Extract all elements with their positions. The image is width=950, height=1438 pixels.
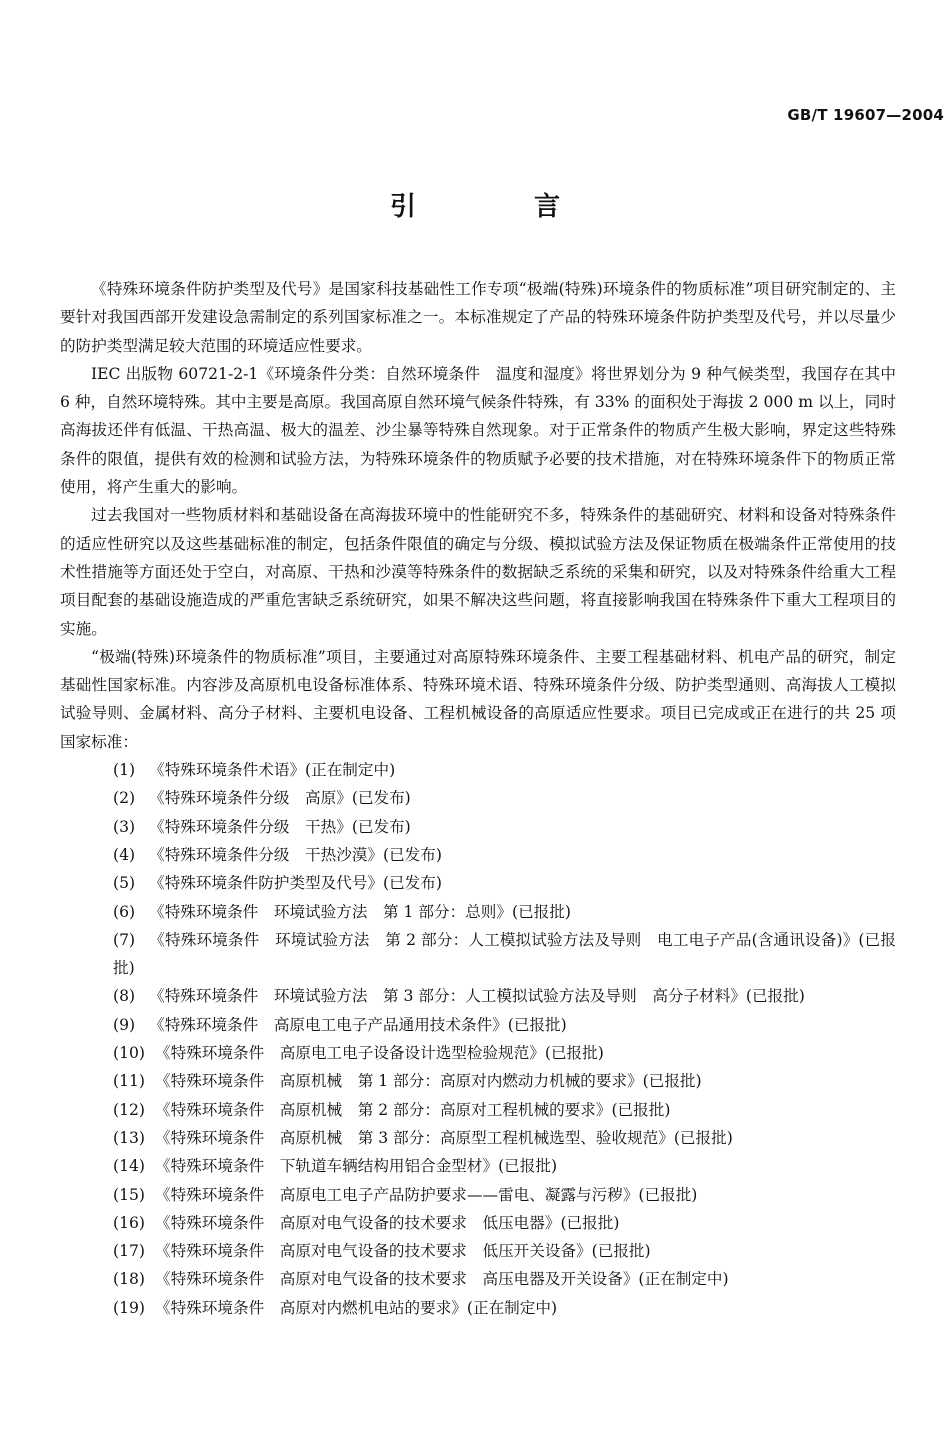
list-item-text: 《特殊环境条件 环境试验方法 第 1 部分：总则》(已报批) <box>149 902 571 921</box>
list-item-text: 《特殊环境条件 高原机械 第 2 部分：高原对工程机械的要求》(已报批) <box>155 1100 671 1119</box>
list-item <box>60 982 896 1010</box>
list-item <box>60 813 896 841</box>
list-item <box>60 1067 896 1095</box>
list-item-number: (17) <box>113 1242 146 1261</box>
list-item-number: (19) <box>113 1298 146 1317</box>
list-item <box>60 1265 896 1293</box>
list-item-text: 《特殊环境条件 高原机械 第 3 部分：高原型工程机械选型、验收规范》(已报批) <box>155 1128 733 1147</box>
paragraph-3: 过去我国对一些物质材料和基础设备在高海拔环境中的性能研究不多，特殊条件的基础研究、材料和设备对特殊条件的适应性研究以及这些基础标准的制定，包括条件限值的确定与分级、模拟试验方法及保证物质在极端条件正常使用的技术性措施等方面还处于空白，对高原、干热和沙漠等特殊条件的数据缺乏系统的采集和研究，以及对特殊条件给重大工程项目配套的基础设施造成的严重危害缺乏系统研究，如果不解决这些问题，将直接影响我国在特殊条件下重大工程项目的实施。 <box>60 506 896 638</box>
paragraph-1: 《特殊环境条件防护类型及代号》是国家科技基础性工作专项“极端(特殊)环境条件的物质标准”项目研究制定的、主要针对我国西部开发建设急需制定的系列国家标准之一。本标准规定了产品的特殊环境条件防护类型及代号，并以尽量少的防护类型满足较大范围的环境适应性要求。 <box>60 280 896 355</box>
list-item <box>60 1181 896 1209</box>
list-item-number: (8) <box>113 987 136 1006</box>
list-item-number: (2) <box>113 789 136 808</box>
list-item <box>60 1294 896 1322</box>
list-item <box>60 1209 896 1237</box>
list-item-text: 《特殊环境条件 高原电工电子产品通用技术条件》(已报批) <box>149 1015 567 1034</box>
document-body <box>60 275 896 1322</box>
list-item-number: (12) <box>113 1100 146 1119</box>
list-item-number: (18) <box>113 1270 146 1289</box>
list-item-number: (15) <box>113 1185 146 1204</box>
list-item-number: (13) <box>113 1128 146 1147</box>
list-item-text: 《特殊环境条件 高原对电气设备的技术要求 高压电器及开关设备》(正在制定中) <box>155 1270 729 1289</box>
list-item-text: 《特殊环境条件 高原电工电子设备设计选型检验规范》(已报批) <box>155 1044 604 1063</box>
list-item-number: (14) <box>113 1157 146 1176</box>
list-item-number: (4) <box>113 845 136 864</box>
list-item-text: 《特殊环境条件分级 高原》(已发布) <box>149 789 411 808</box>
list-item <box>60 784 896 812</box>
list-item-text: 《特殊环境条件术语》(正在制定中) <box>149 761 396 780</box>
list-item-text: 《特殊环境条件 环境试验方法 第 2 部分：人工模拟试验方法及导则 电工电子产品(含通讯设备)》(已报批) <box>113 930 896 978</box>
list-item-text: 《特殊环境条件 高原对电气设备的技术要求 低压电器》(已报批) <box>155 1213 620 1232</box>
list-item-text: 《特殊环境条件分级 干热沙漠》(已发布) <box>149 845 442 864</box>
list-item-number: (9) <box>113 1015 136 1034</box>
list-item-text: 《特殊环境条件分级 干热》(已发布) <box>149 817 411 836</box>
list-item-text: 《特殊环境条件 高原电工电子产品防护要求——雷电、凝露与污秽》(已报批) <box>155 1185 698 1204</box>
list-item <box>60 1039 896 1067</box>
page-title: 引 言 <box>389 192 606 222</box>
list-item-number: (10) <box>113 1044 146 1063</box>
list-item-number: (1) <box>113 761 136 780</box>
list-item <box>60 756 896 784</box>
list-item-number: (16) <box>113 1213 146 1232</box>
standards-list <box>60 756 896 1322</box>
list-item-number: (6) <box>113 902 136 921</box>
list-item <box>60 869 896 897</box>
paragraph-2: IEC 出版物 60721-2-1《环境条件分类：自然环境条件 温度和湿度》将世界划分为 9 种气候类型，我国存在其中 6 种，自然环境特殊。其中主要是高原。我国高原自然环境气候条件特殊，有 33% 的面积处于海拔 2 000 m 以上，同时高海拔还伴有低温、干热高温、极大的温差、沙尘暴等特殊自然现象。对于正常条件的物质产生极大影响，界定这些特殊条件的限值，提供有效的检测和试验方法，为特殊环境条件的物质赋予必要的技术措施，对在特殊环境条件下的物质正常使用，将产生重大的影响。 <box>60 364 896 497</box>
standard-code: GB/T 19607—2004 <box>787 106 944 124</box>
list-item <box>60 1096 896 1124</box>
list-item-number: (3) <box>113 817 136 836</box>
list-item-text: 《特殊环境条件 高原对电气设备的技术要求 低压开关设备》(已报批) <box>155 1242 651 1261</box>
list-item <box>60 1237 896 1265</box>
list-item-text: 《特殊环境条件 高原对内燃机电站的要求》(正在制定中) <box>155 1298 558 1317</box>
list-item <box>60 898 896 926</box>
list-item-text: 《特殊环境条件 高原机械 第 1 部分：高原对内燃动力机械的要求》(已报批) <box>155 1072 702 1091</box>
list-item-text: 《特殊环境条件防护类型及代号》(已发布) <box>149 874 442 893</box>
list-item-number: (11) <box>113 1072 146 1091</box>
list-item <box>60 926 896 983</box>
list-item-text: 《特殊环境条件 环境试验方法 第 3 部分：人工模拟试验方法及导则 高分子材料》(已报批) <box>149 987 805 1006</box>
paragraph-4: “极端(特殊)环境条件的物质标准”项目，主要通过对高原特殊环境条件、主要工程基础材料、机电产品的研究，制定基础性国家标准。内容涉及高原机电设备标准体系、特殊环境术语、特殊环境条件分级、防护类型通则、高海拔人工模拟试验导则、金属材料、高分子材料、主要机电设备、工程机械设备的高原适应性要求。项目已完成或正在进行的共 25 项国家标准： <box>60 647 896 751</box>
list-item <box>60 1011 896 1039</box>
list-item-number: (5) <box>113 874 136 893</box>
list-item <box>60 1124 896 1152</box>
list-item-number: (7) <box>113 930 136 949</box>
list-item-text: 《特殊环境条件 下轨道车辆结构用铝合金型材》(已报批) <box>155 1157 558 1176</box>
list-item <box>60 1152 896 1180</box>
list-item <box>60 841 896 869</box>
